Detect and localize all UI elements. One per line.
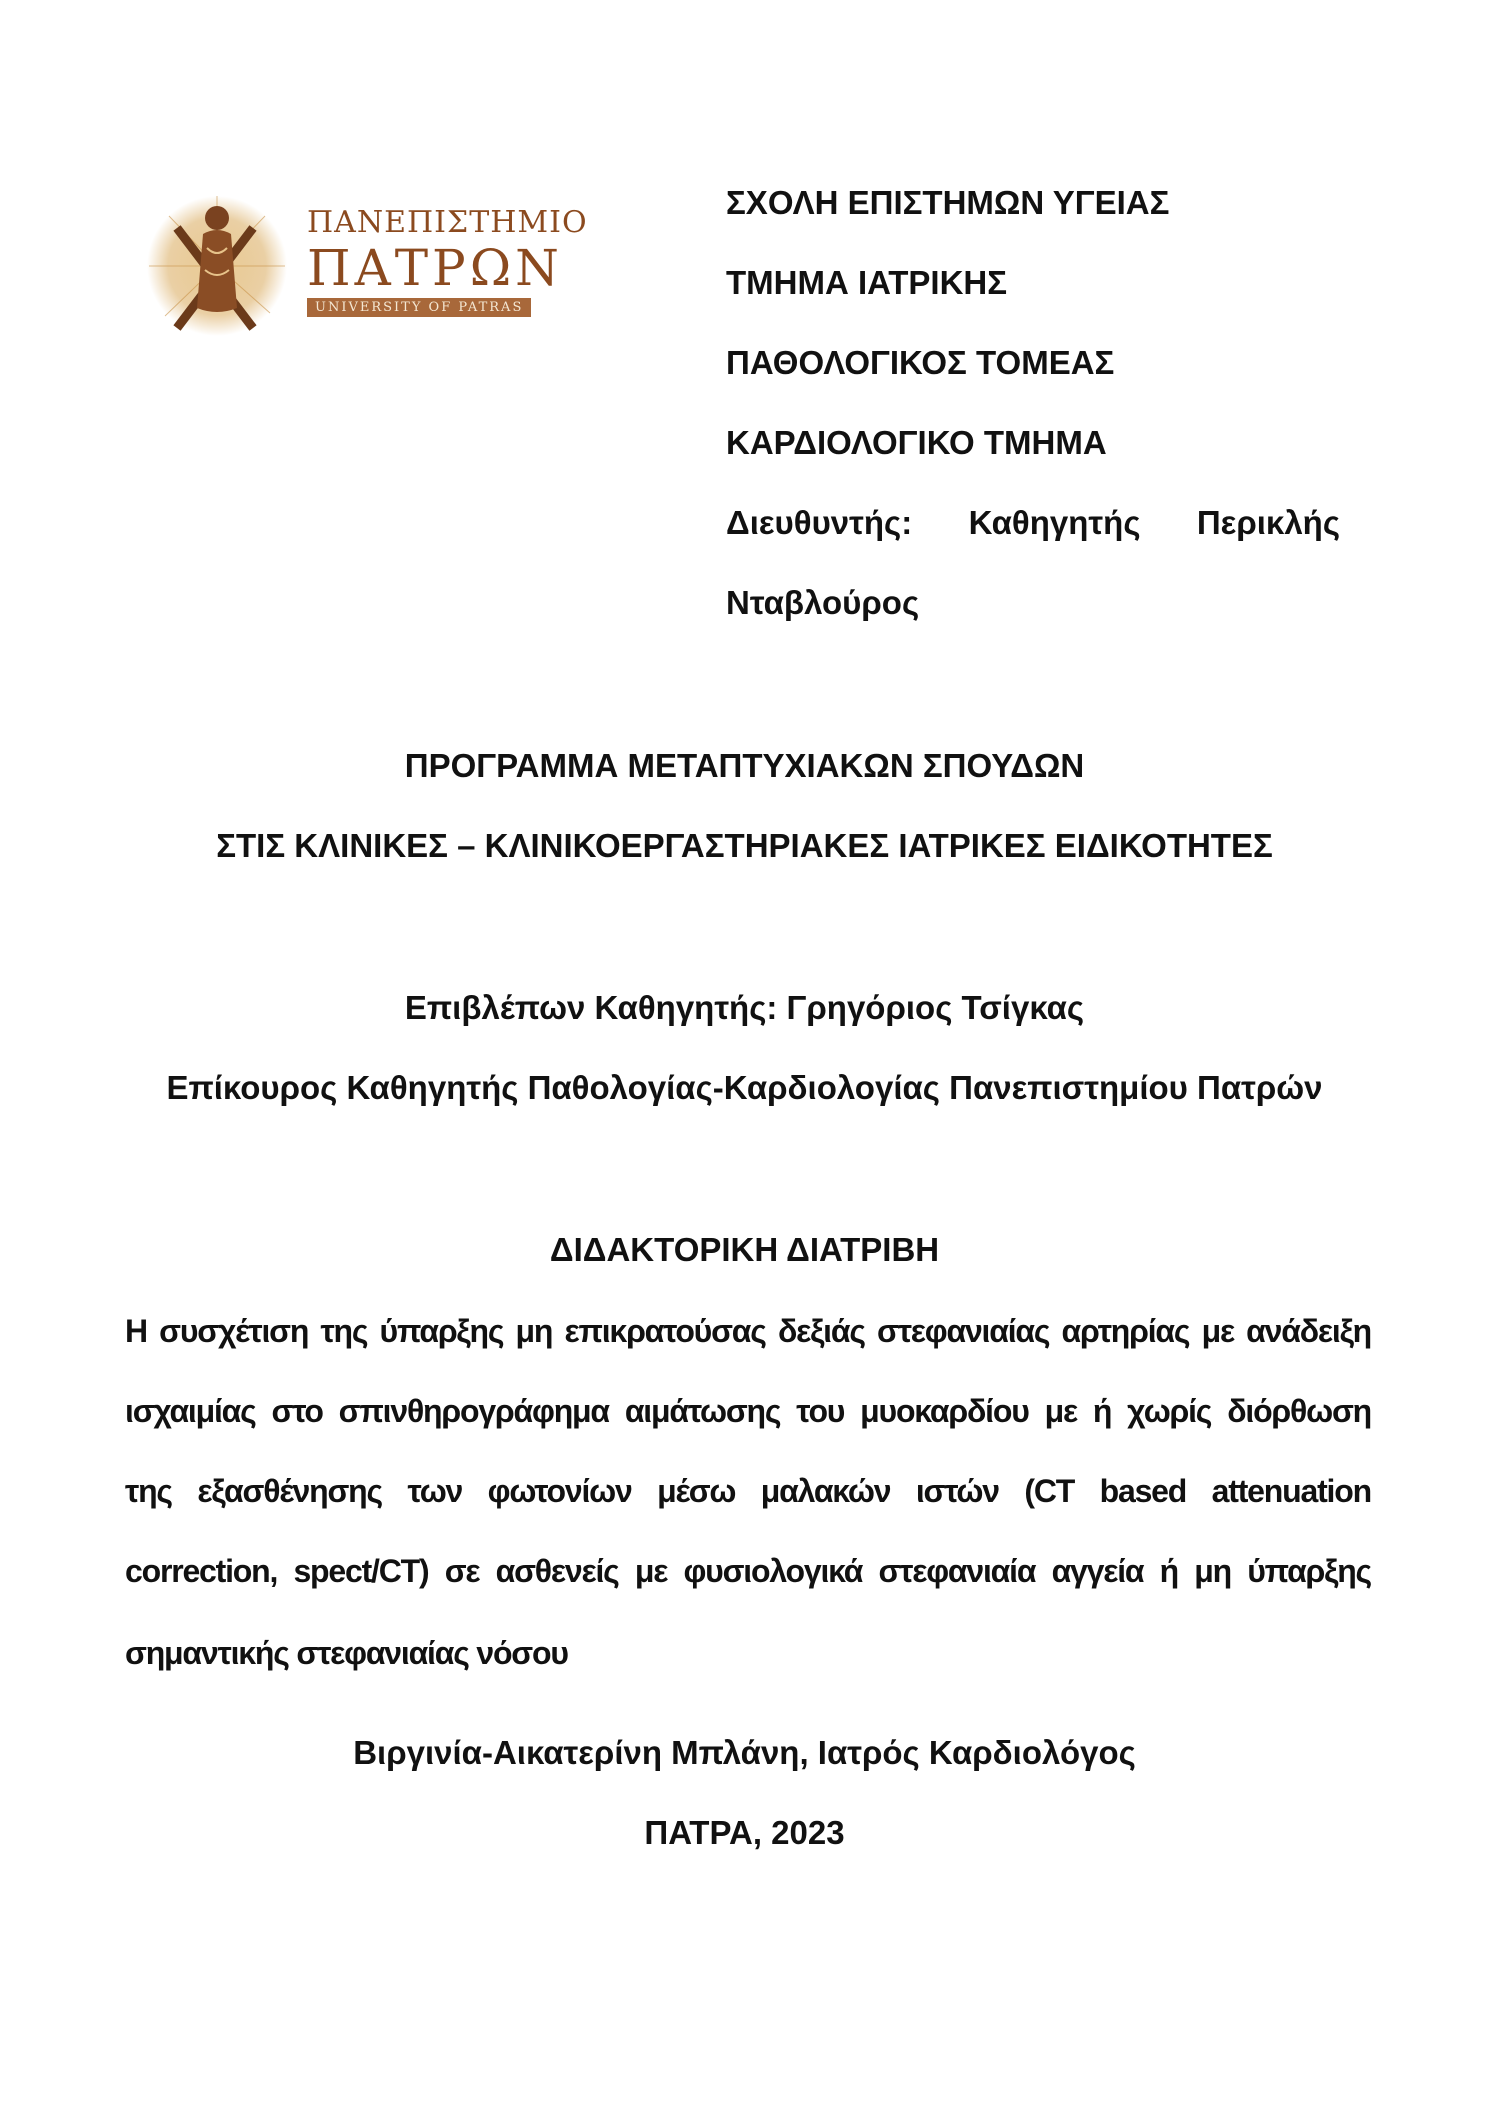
- thesis-title-word: ύπαρξης: [1247, 1553, 1371, 1589]
- place-date: ΠΑΤΡΑ, 2023: [644, 1814, 845, 1851]
- thesis-title-word: μέσω: [657, 1473, 736, 1509]
- thesis-title-word: φωτονίων: [487, 1473, 632, 1509]
- thesis-title-word: αρτηρίας: [1061, 1313, 1190, 1349]
- saint-andrew-emblem-icon: [145, 188, 295, 338]
- thesis-title-word: ασθενείς: [495, 1553, 619, 1589]
- thesis-title-word: της: [125, 1473, 172, 1509]
- thesis-title-word: ή: [1092, 1393, 1112, 1429]
- director-word: Καθηγητής: [968, 504, 1141, 541]
- thesis-title-word: ανάδειξη: [1246, 1313, 1371, 1349]
- thesis-title-word: στο: [271, 1393, 323, 1429]
- director-line: [726, 503, 1340, 543]
- thesis-title-word: spect/CT): [293, 1553, 429, 1589]
- thesis-title-line: [125, 1311, 1371, 1351]
- thesis-title-word: αγγεία: [1051, 1553, 1144, 1589]
- supervisor-title: Επίκουρος Καθηγητής Παθολογίας-Καρδιολογίας Πανεπιστημίου Πατρών: [166, 1069, 1323, 1106]
- thesis-title-word: με: [1201, 1313, 1234, 1349]
- division-name: ΚΑΡΔΙΟΛΟΓΙΚΟ ΤΜΗΜΑ: [726, 424, 1107, 461]
- thesis-title-word: μη: [515, 1313, 553, 1349]
- thesis-title-word: συσχέτιση: [159, 1313, 309, 1349]
- thesis-title-word: σπινθηρογράφημα: [338, 1393, 609, 1429]
- thesis-title-word: σε: [444, 1553, 480, 1589]
- thesis-title-word: Η: [125, 1313, 147, 1349]
- department-name: ΤΜΗΜΑ ΙΑΤΡΙΚΗΣ: [726, 264, 1008, 301]
- director-surname: Νταβλούρος: [726, 584, 920, 621]
- thesis-title-word: attenuation: [1211, 1473, 1371, 1509]
- thesis-title-last-line: σημαντικής στεφανιαίας νόσου: [125, 1635, 568, 1671]
- thesis-heading: ΔΙΔΑΚΤΟΡΙΚΗ ΔΙΑΤΡΙΒΗ: [549, 1231, 940, 1268]
- thesis-title-word: με: [1044, 1393, 1077, 1429]
- thesis-title-word: διόρθωση: [1227, 1393, 1371, 1429]
- thesis-title-word: ύπαρξης: [379, 1313, 504, 1349]
- thesis-title-word: εξασθένησης: [197, 1473, 382, 1509]
- sector-name: ΠΑΘΟΛΟΓΙΚΟΣ ΤΟΜΕΑΣ: [726, 344, 1115, 381]
- thesis-title-word: επικρατούσας: [564, 1313, 766, 1349]
- thesis-title-line: [125, 1551, 1371, 1591]
- university-logo: [145, 188, 588, 338]
- logo-city-label: ΠΑΤΡΩΝ: [307, 239, 563, 297]
- thesis-title-word: στεφανιαία: [878, 1553, 1036, 1589]
- thesis-title-word: μυοκαρδίου: [860, 1393, 1029, 1429]
- thesis-title-word: χωρίς: [1127, 1393, 1212, 1429]
- logo-english-label: UNIVERSITY OF PATRAS: [307, 298, 531, 317]
- director-word: Περικλής: [1196, 504, 1340, 541]
- university-logo-text: [307, 205, 588, 317]
- thesis-title-word: ιστών: [915, 1473, 999, 1509]
- logo-university-label: ΠΑΝΕΠΙΣΤΗΜΙΟ: [307, 205, 588, 240]
- thesis-title-line: [125, 1471, 1371, 1511]
- thesis-title-word: based: [1099, 1473, 1187, 1509]
- director-word: Διευθυντής:: [726, 504, 913, 541]
- thesis-title-word: ή: [1159, 1553, 1179, 1589]
- thesis-title-word: μη: [1194, 1553, 1231, 1589]
- supervisor-name: Επιβλέπων Καθηγητής: Γρηγόριος Τσίγκας: [404, 989, 1085, 1026]
- thesis-title-word: του: [796, 1393, 845, 1429]
- thesis-title-word: των: [407, 1473, 463, 1509]
- thesis-title-word: ισχαιμίας: [125, 1393, 256, 1429]
- thesis-title-word: της: [320, 1313, 368, 1349]
- thesis-title-word: αιμάτωσης: [624, 1393, 781, 1429]
- school-name: ΣΧΟΛΗ ΕΠΙΣΤΗΜΩΝ ΥΓΕΙΑΣ: [726, 184, 1170, 221]
- thesis-title-word: μαλακών: [760, 1473, 891, 1509]
- thesis-title-line: [125, 1391, 1371, 1431]
- program-title: ΠΡΟΓΡΑΜΜΑ ΜΕΤΑΠΤΥΧΙΑΚΩΝ ΣΠΟΥΔΩΝ: [404, 747, 1085, 784]
- program-subtitle: ΣΤΙΣ ΚΛΙΝΙΚΕΣ – ΚΛΙΝΙΚΟΕΡΓΑΣΤΗΡΙΑΚΕΣ ΙΑΤΡΙΚΕΣ ΕΙΔΙΚΟΤΗΤΕΣ: [216, 827, 1273, 864]
- thesis-title-word: φυσιολογικά: [683, 1553, 863, 1589]
- thesis-title-word: correction,: [125, 1553, 278, 1589]
- author-line: Βιργινία-Αικατερίνη Μπλάνη, Ιατρός Καρδιολόγος: [353, 1734, 1136, 1771]
- thesis-title-word: (CT: [1024, 1473, 1075, 1509]
- thesis-title-word: δεξιάς: [777, 1313, 865, 1349]
- thesis-title-word: με: [634, 1553, 668, 1589]
- thesis-title-word: στεφανιαίας: [877, 1313, 1050, 1349]
